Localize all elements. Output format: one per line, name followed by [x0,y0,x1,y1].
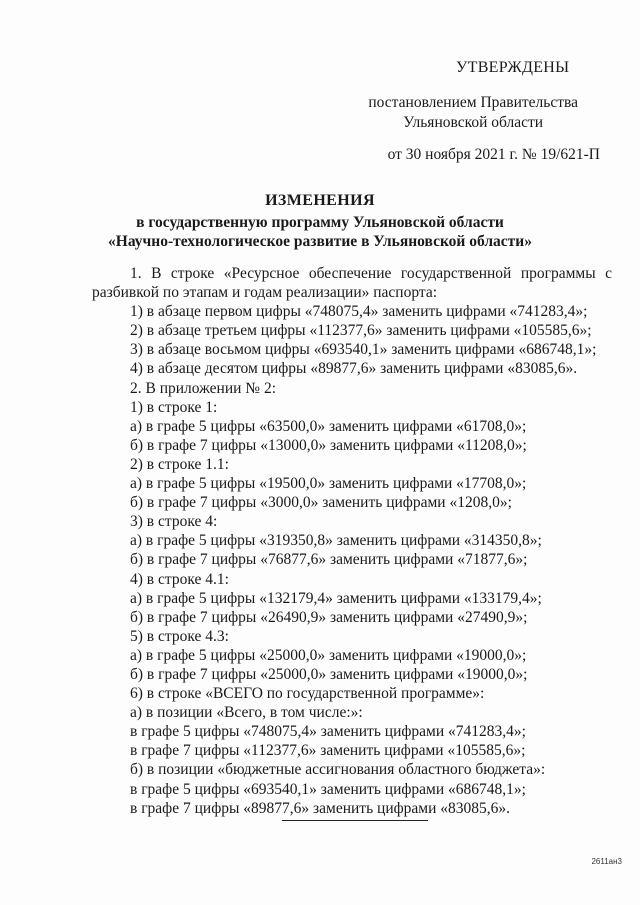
body-line: 2. В приложении № 2: [130,379,277,397]
body-line: а) в графе 5 цифры «19500,0» заменить цифрами «17708,0»; [130,475,527,493]
body-line: 3) в абзаце восьмом цифры «693540,1» заменить цифрами «686748,1»; [130,341,597,359]
approval-authority-line1: постановлением Правительства [368,94,578,111]
approval-authority [368,93,578,133]
body-line: 6) в строке «ВСЕГО по государственной программе»: [130,685,485,703]
body-line: 1) в абзаце первом цифры «748075,4» заменить цифрами «741283,4»; [130,303,588,321]
document-title: ИЗМЕНЕНИЯ [265,192,375,209]
body-line: б) в графе 7 цифры «76877,6» заменить цифрами «71877,6»; [130,551,528,569]
body-line: б) в графе 7 цифры «26490,9» заменить цифрами «27490,9»; [130,608,528,626]
body-line: 4) в абзаце десятом цифры «89877,6» заменить цифрами «83085,6». [130,360,578,378]
body-line: б) в позиции «бюджетные ассигнования областного бюджета»: [130,761,546,779]
body-line: 4) в строке 4.1: [130,570,229,588]
body-line: 3) в строке 4: [130,513,218,531]
body-line: а) в графе 5 цифры «132179,4» заменить цифрами «133179,4»; [130,589,542,607]
body-line: 5) в строке 4.3: [130,627,229,645]
body-line: в графе 5 цифры «693540,1» заменить цифрами «686748,1»; [130,780,526,798]
body-line: в графе 5 цифры «748075,4» заменить цифрами «741283,4»; [130,723,526,741]
body-line: 1) в строке 1: [130,398,218,416]
body-line: в графе 7 цифры «112377,6» заменить цифрами «105585,6»; [130,742,526,760]
body-line: а) в позиции «Всего, в том числе:»: [130,704,363,722]
body-line: в графе 7 цифры «89877,6» заменить цифрами «83085,6». [130,799,511,817]
body-line: а) в графе 5 цифры «319350,8» заменить цифрами «314350,8»; [130,532,542,550]
document-subtitle-line2: «Научно-технологическое развитие в Ульяновской области» [108,233,532,250]
approval-title: УТВЕРЖДЕНЫ [456,59,570,76]
document-code: 2611ан3 [591,857,622,866]
approval-authority-line2: Ульяновской области [403,114,544,131]
intro-paragraph: 1. В строке «Ресурсное обеспечение государственной программы с разбивкой по этапам и годам реализации» паспорта: [92,265,612,302]
body-line: б) в графе 7 цифры «3000,0» заменить цифрами «1208,0»; [130,494,512,512]
body-line: б) в графе 7 цифры «25000,0» заменить цифрами «19000,0»; [130,665,528,683]
document-subtitle-line1: в государственную программу Ульяновской области [136,214,504,231]
body-line: б) в графе 7 цифры «13000,0» заменить цифрами «11208,0»; [130,436,527,454]
body-line: а) в графе 5 цифры «25000,0» заменить цифрами «19000,0»; [130,646,527,664]
body-line: 2) в абзаце третьем цифры «112377,6» заменить цифрами «105585,6»; [130,322,592,340]
body-line: а) в графе 5 цифры «63500,0» заменить цифрами «61708,0»; [130,417,527,435]
document-body [92,264,612,818]
closing-divider [282,820,428,821]
approval-date: от 30 ноября 2021 г. № 19/621-П [387,146,600,163]
body-line: 2) в строке 1.1: [130,455,229,473]
